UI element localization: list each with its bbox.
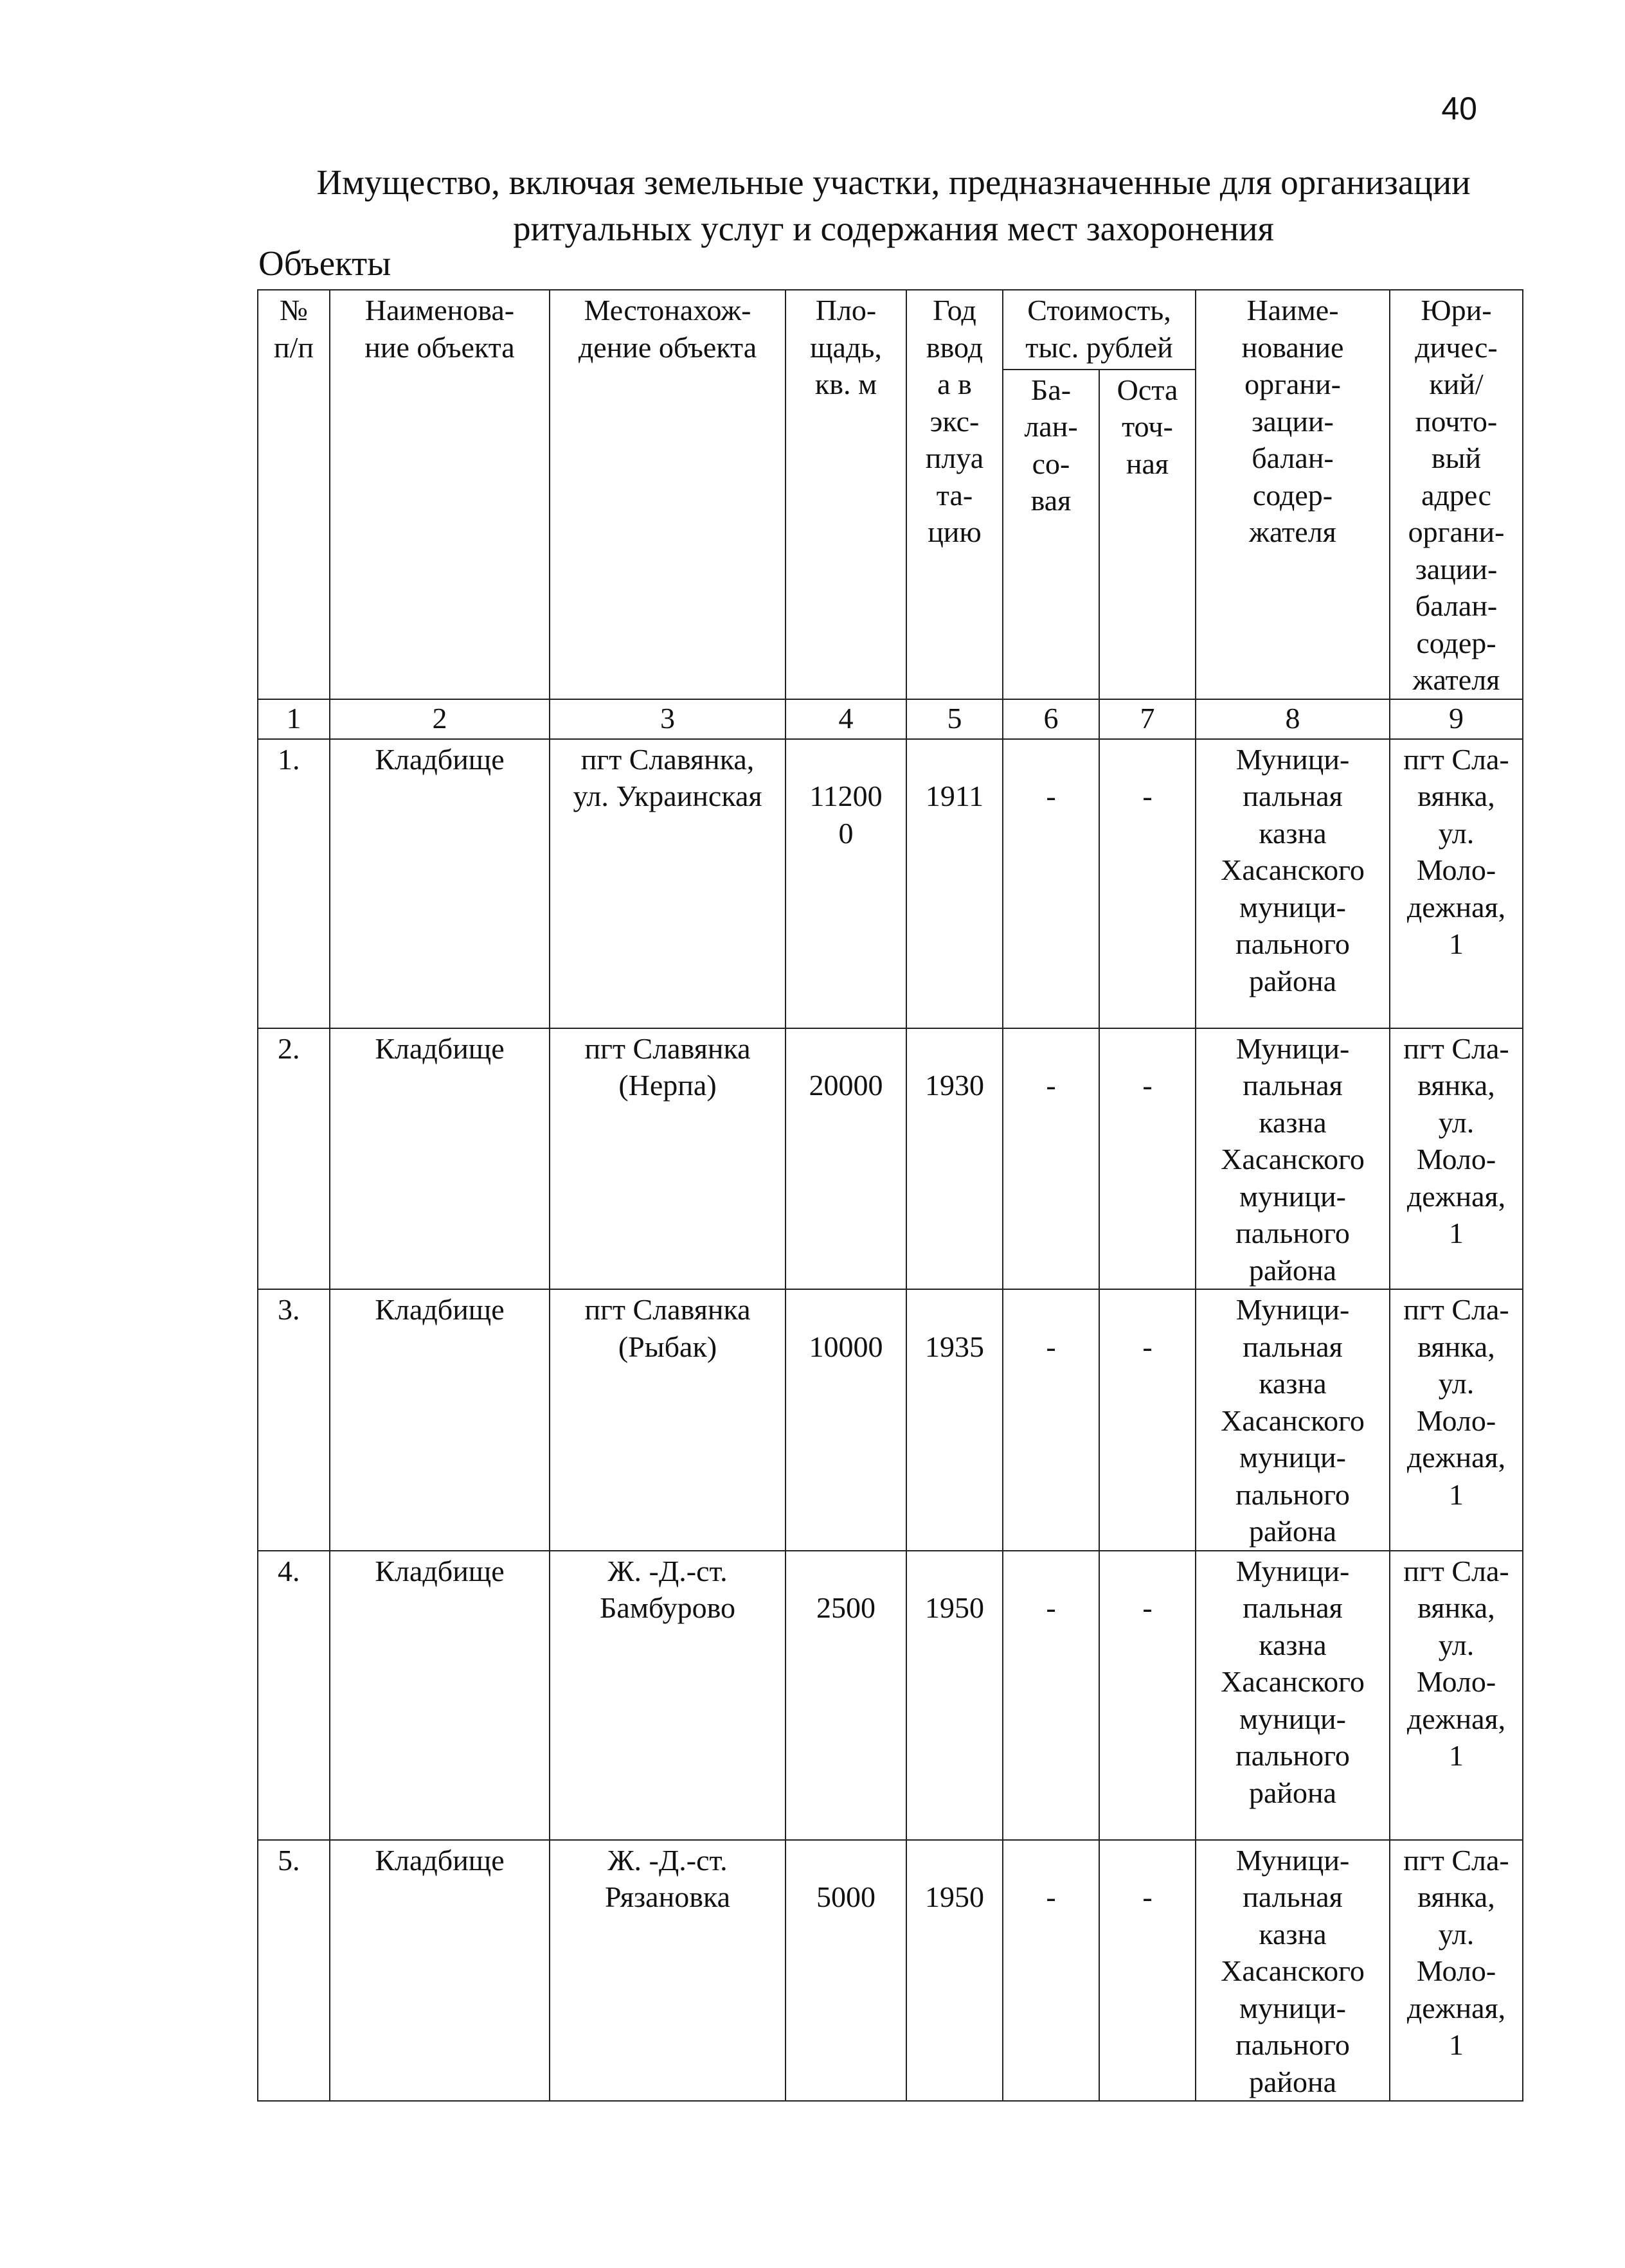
location: пгт Славянка, ул. Украинская: [550, 739, 786, 1028]
organization-name: Муници- пальная казна Хасанского муници- пального района: [1196, 1551, 1390, 1840]
table-row: [258, 1289, 1523, 1551]
header-location: Местонахож- дение объекта: [550, 290, 786, 699]
column-number: 9: [1390, 699, 1523, 739]
organization-address: пгт Сла- вянка, ул. Моло- дежная, 1: [1390, 739, 1523, 1028]
page-number: 40: [1441, 91, 1477, 127]
header-organization: Наиме- нование органи- зации- балан- содер- жателя: [1196, 290, 1390, 699]
residual-cost: -: [1099, 1289, 1196, 1551]
row-number: 4.: [258, 1551, 330, 1840]
table-row: [258, 1551, 1523, 1840]
organization-address: пгт Сла- вянка, ул. Моло- дежная, 1: [1390, 1289, 1523, 1551]
column-number: 6: [1003, 699, 1099, 739]
page-title: [193, 159, 1594, 252]
property-table: [257, 289, 1523, 2102]
row-number: 3.: [258, 1289, 330, 1551]
organization-name: Муници- пальная казна Хасанского муници- пального района: [1196, 1840, 1390, 2102]
row-number: 2.: [258, 1028, 330, 1290]
organization-name: Муници- пальная казна Хасанского муници- пального района: [1196, 739, 1390, 1028]
header-cost: Стоимость, тыс. рублей: [1003, 290, 1196, 370]
object-name: Кладбище: [330, 1289, 550, 1551]
table-row: [258, 1028, 1523, 1290]
residual-cost: -: [1099, 1028, 1196, 1290]
object-name: Кладбище: [330, 739, 550, 1028]
header-address: Юри- дичес- кий/ почто- вый адрес органи- зации- балан- содер- жателя: [1390, 290, 1523, 699]
year-commissioned: 1935: [906, 1289, 1003, 1551]
organization-address: пгт Сла- вянка, ул. Моло- дежная, 1: [1390, 1551, 1523, 1840]
year-commissioned: 1950: [906, 1840, 1003, 2102]
header-residual-cost: Оста точ- ная: [1099, 370, 1196, 699]
area: 10000: [786, 1289, 906, 1551]
location: пгт Славянка (Рыбак): [550, 1289, 786, 1551]
title-line-1: Имущество, включая земельные участки, предназначенные для организации: [316, 163, 1471, 202]
location: пгт Славянка (Нерпа): [550, 1028, 786, 1290]
balance-cost: -: [1003, 1551, 1099, 1840]
year-commissioned: 1930: [906, 1028, 1003, 1290]
location: Ж. -Д.-ст. Рязановка: [550, 1840, 786, 2102]
balance-cost: -: [1003, 739, 1099, 1028]
column-number: 3: [550, 699, 786, 739]
column-number: 1: [258, 699, 330, 739]
area: 5000: [786, 1840, 906, 2102]
year-commissioned: 1950: [906, 1551, 1003, 1840]
object-name: Кладбище: [330, 1840, 550, 2102]
organization-address: пгт Сла- вянка, ул. Моло- дежная, 1: [1390, 1840, 1523, 2102]
header-balance-cost: Ба- лан- со- вая: [1003, 370, 1099, 699]
object-name: Кладбище: [330, 1028, 550, 1290]
header-year: Год ввод а в экс- плуа та- цию: [906, 290, 1003, 699]
column-number: 2: [330, 699, 550, 739]
header-object-name: Наименова- ние объекта: [330, 290, 550, 699]
table-row: [258, 1840, 1523, 2102]
row-number: 1.: [258, 739, 330, 1028]
header-area: Пло- щадь, кв. м: [786, 290, 906, 699]
balance-cost: -: [1003, 1028, 1099, 1290]
location: Ж. -Д.-ст. Бамбурово: [550, 1551, 786, 1840]
balance-cost: -: [1003, 1840, 1099, 2102]
area: 20000: [786, 1028, 906, 1290]
area: 11200 0: [786, 739, 906, 1028]
object-name: Кладбище: [330, 1551, 550, 1840]
residual-cost: -: [1099, 739, 1196, 1028]
column-number-row: [258, 699, 1523, 739]
balance-cost: -: [1003, 1289, 1099, 1551]
organization-name: Муници- пальная казна Хасанского муници- пального района: [1196, 1028, 1390, 1290]
table-row: [258, 739, 1523, 1028]
year-commissioned: 1911: [906, 739, 1003, 1028]
area: 2500: [786, 1551, 906, 1840]
column-number: 8: [1196, 699, 1390, 739]
column-number: 5: [906, 699, 1003, 739]
organization-address: пгт Сла- вянка, ул. Моло- дежная, 1: [1390, 1028, 1523, 1290]
residual-cost: -: [1099, 1840, 1196, 2102]
residual-cost: -: [1099, 1551, 1196, 1840]
header-number: № п/п: [258, 290, 330, 699]
title-line-2: ритуальных услуг и содержания мест захоронения: [513, 209, 1274, 248]
column-number: 7: [1099, 699, 1196, 739]
row-number: 5.: [258, 1840, 330, 2102]
organization-name: Муници- пальная казна Хасанского муници- пального района: [1196, 1289, 1390, 1551]
column-number: 4: [786, 699, 906, 739]
table-caption: Объекты: [258, 244, 391, 283]
